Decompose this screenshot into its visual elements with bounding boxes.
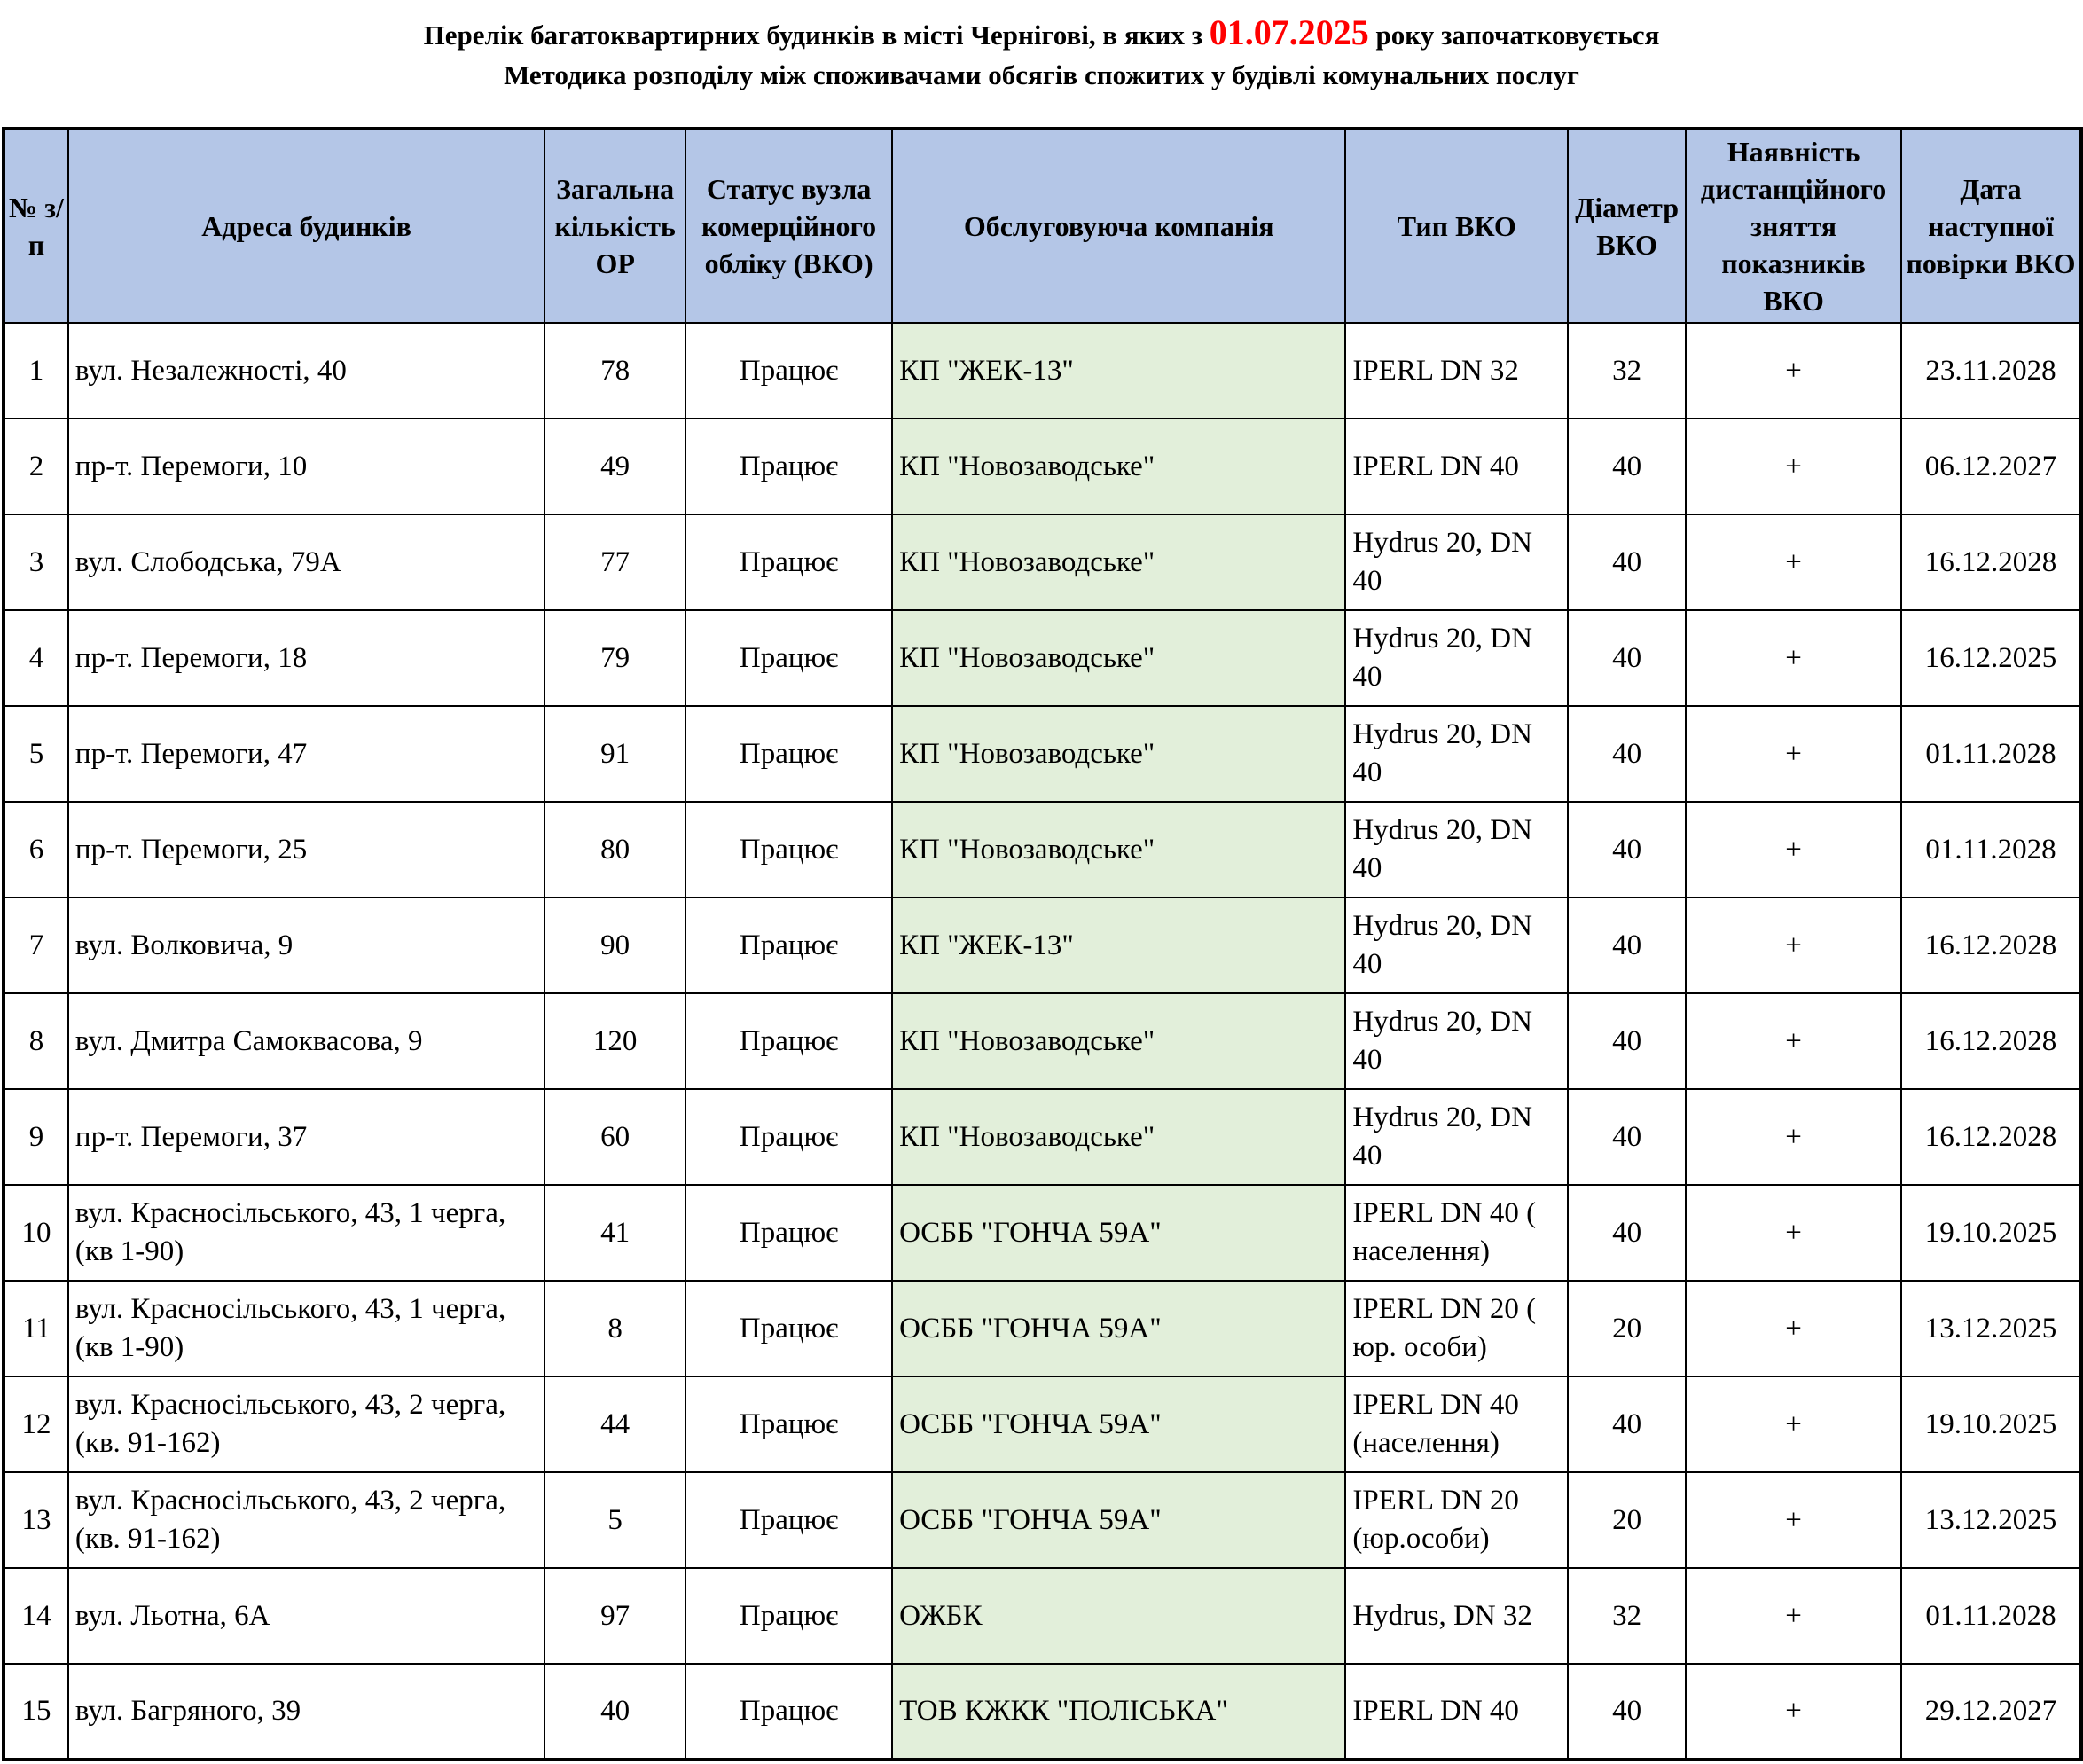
cell-meter-type: Hydrus, DN 32 — [1345, 1568, 1568, 1664]
cell-diameter: 40 — [1568, 514, 1686, 610]
table-body — [4, 323, 2081, 1760]
header-status: Статус вузла комерційного обліку (ВКО) — [685, 129, 892, 323]
cell-status: Працює — [685, 1376, 892, 1472]
cell-or-count: 97 — [544, 1568, 685, 1664]
buildings-table — [2, 127, 2083, 1761]
cell-number: 4 — [4, 610, 68, 706]
cell-company: КП "Новозаводське" — [892, 1089, 1345, 1185]
cell-number: 11 — [4, 1281, 68, 1376]
cell-number: 5 — [4, 706, 68, 802]
table-row — [4, 993, 2081, 1089]
table-row — [4, 1664, 2081, 1760]
cell-address: вул. Красносільського, 43, 1 черга, (кв 1-90) — [68, 1281, 544, 1376]
header-number: № з/п — [4, 129, 68, 323]
table-row — [4, 898, 2081, 993]
table-row — [4, 514, 2081, 610]
cell-remote-reading: + — [1686, 993, 1901, 1089]
cell-address: вул. Слободська, 79А — [68, 514, 544, 610]
cell-address: вул. Волковича, 9 — [68, 898, 544, 993]
cell-meter-type: Hydrus 20, DN 40 — [1345, 610, 1568, 706]
cell-diameter: 40 — [1568, 1185, 1686, 1281]
cell-next-check-date: 23.11.2028 — [1901, 323, 2081, 419]
title-line-2: Методика розподілу між споживачами обсягів спожитих у будівлі комунальних послуг — [504, 59, 1579, 90]
cell-number: 15 — [4, 1664, 68, 1760]
cell-number: 10 — [4, 1185, 68, 1281]
header-meter-type: Тип ВКО — [1345, 129, 1568, 323]
header-address: Адреса будинків — [68, 129, 544, 323]
cell-status: Працює — [685, 419, 892, 514]
cell-or-count: 120 — [544, 993, 685, 1089]
cell-remote-reading: + — [1686, 323, 1901, 419]
cell-address: вул. Красносільського, 43, 2 черга, (кв. 91-162) — [68, 1376, 544, 1472]
cell-number: 12 — [4, 1376, 68, 1472]
cell-meter-type: Hydrus 20, DN 40 — [1345, 802, 1568, 898]
cell-address: пр-т. Перемоги, 37 — [68, 1089, 544, 1185]
cell-meter-type: IPERL DN 20 ( юр. особи) — [1345, 1281, 1568, 1376]
cell-meter-type: IPERL DN 40 (населення) — [1345, 1376, 1568, 1472]
cell-company: ОЖБК — [892, 1568, 1345, 1664]
cell-address: пр-т. Перемоги, 47 — [68, 706, 544, 802]
cell-status: Працює — [685, 1281, 892, 1376]
cell-company: ОСББ "ГОНЧА 59А" — [892, 1472, 1345, 1568]
cell-diameter: 20 — [1568, 1281, 1686, 1376]
cell-status: Працює — [685, 1185, 892, 1281]
cell-address: пр-т. Перемоги, 25 — [68, 802, 544, 898]
table-row — [4, 802, 2081, 898]
cell-or-count: 79 — [544, 610, 685, 706]
cell-next-check-date: 01.11.2028 — [1901, 802, 2081, 898]
cell-remote-reading: + — [1686, 1568, 1901, 1664]
cell-diameter: 40 — [1568, 1664, 1686, 1760]
header-company: Обслуговуюча компанія — [892, 129, 1345, 323]
cell-or-count: 60 — [544, 1089, 685, 1185]
cell-address: вул. Льотна, 6А — [68, 1568, 544, 1664]
cell-next-check-date: 16.12.2025 — [1901, 610, 2081, 706]
cell-company: КП "Новозаводське" — [892, 514, 1345, 610]
cell-next-check-date: 29.12.2027 — [1901, 1664, 2081, 1760]
cell-company: ОСББ "ГОНЧА 59А" — [892, 1376, 1345, 1472]
cell-address: вул. Красносільського, 43, 1 черга, (кв 1-90) — [68, 1185, 544, 1281]
cell-diameter: 40 — [1568, 419, 1686, 514]
table-row — [4, 323, 2081, 419]
cell-company: КП "ЖЕК-13" — [892, 323, 1345, 419]
cell-remote-reading: + — [1686, 1185, 1901, 1281]
cell-or-count: 91 — [544, 706, 685, 802]
cell-company: ТОВ КЖКК "ПОЛІСЬКА" — [892, 1664, 1345, 1760]
cell-meter-type: Hydrus 20, DN 40 — [1345, 706, 1568, 802]
cell-remote-reading: + — [1686, 802, 1901, 898]
cell-status: Працює — [685, 1089, 892, 1185]
cell-or-count: 78 — [544, 323, 685, 419]
cell-address: вул. Незалежності, 40 — [68, 323, 544, 419]
cell-meter-type: IPERL DN 40 — [1345, 1664, 1568, 1760]
cell-or-count: 5 — [544, 1472, 685, 1568]
cell-remote-reading: + — [1686, 706, 1901, 802]
cell-next-check-date: 19.10.2025 — [1901, 1185, 2081, 1281]
cell-remote-reading: + — [1686, 1376, 1901, 1472]
cell-status: Працює — [685, 1664, 892, 1760]
table-row — [4, 706, 2081, 802]
header-next-check-date: Дата наступної повірки ВКО — [1901, 129, 2081, 323]
cell-meter-type: Hydrus 20, DN 40 — [1345, 898, 1568, 993]
cell-company: КП "Новозаводське" — [892, 419, 1345, 514]
cell-number: 6 — [4, 802, 68, 898]
cell-status: Працює — [685, 514, 892, 610]
cell-next-check-date: 19.10.2025 — [1901, 1376, 2081, 1472]
cell-status: Працює — [685, 1472, 892, 1568]
title-prefix: Перелік багатоквартирних будинків в місті Чернігові, в яких з — [423, 20, 1210, 51]
cell-company: КП "Новозаводське" — [892, 993, 1345, 1089]
cell-remote-reading: + — [1686, 1472, 1901, 1568]
cell-company: КП "ЖЕК-13" — [892, 898, 1345, 993]
cell-or-count: 49 — [544, 419, 685, 514]
cell-number: 8 — [4, 993, 68, 1089]
cell-meter-type: IPERL DN 32 — [1345, 323, 1568, 419]
cell-status: Працює — [685, 898, 892, 993]
cell-or-count: 77 — [544, 514, 685, 610]
cell-status: Працює — [685, 610, 892, 706]
cell-next-check-date: 06.12.2027 — [1901, 419, 2081, 514]
cell-next-check-date: 16.12.2028 — [1901, 993, 2081, 1089]
cell-meter-type: IPERL DN 20 (юр.особи) — [1345, 1472, 1568, 1568]
cell-next-check-date: 16.12.2028 — [1901, 1089, 2081, 1185]
cell-number: 7 — [4, 898, 68, 993]
table-row — [4, 419, 2081, 514]
header-remote-reading: Наявність дистанційного зняття показників ВКО — [1686, 129, 1901, 323]
cell-diameter: 40 — [1568, 802, 1686, 898]
cell-remote-reading: + — [1686, 1089, 1901, 1185]
cell-status: Працює — [685, 323, 892, 419]
cell-company: КП "Новозаводське" — [892, 706, 1345, 802]
cell-diameter: 40 — [1568, 1376, 1686, 1472]
cell-diameter: 32 — [1568, 1568, 1686, 1664]
table-row — [4, 1376, 2081, 1472]
title-date: 01.07.2025 — [1209, 12, 1369, 52]
cell-next-check-date: 16.12.2028 — [1901, 898, 2081, 993]
cell-diameter: 40 — [1568, 1089, 1686, 1185]
cell-company: ОСББ "ГОНЧА 59А" — [892, 1281, 1345, 1376]
cell-status: Працює — [685, 993, 892, 1089]
cell-next-check-date: 13.12.2025 — [1901, 1281, 2081, 1376]
cell-number: 3 — [4, 514, 68, 610]
cell-or-count: 40 — [544, 1664, 685, 1760]
table-row — [4, 1472, 2081, 1568]
cell-diameter: 40 — [1568, 706, 1686, 802]
cell-remote-reading: + — [1686, 1281, 1901, 1376]
table-row — [4, 1281, 2081, 1376]
cell-meter-type: Hydrus 20, DN 40 — [1345, 1089, 1568, 1185]
cell-address: вул. Дмитра Самоквасова, 9 — [68, 993, 544, 1089]
cell-or-count: 41 — [544, 1185, 685, 1281]
cell-diameter: 40 — [1568, 993, 1686, 1089]
cell-status: Працює — [685, 706, 892, 802]
cell-address: пр-т. Перемоги, 10 — [68, 419, 544, 514]
cell-meter-type: IPERL DN 40 ( населення) — [1345, 1185, 1568, 1281]
cell-meter-type: Hydrus 20, DN 40 — [1345, 993, 1568, 1089]
cell-meter-type: Hydrus 20, DN 40 — [1345, 514, 1568, 610]
cell-diameter: 32 — [1568, 323, 1686, 419]
cell-number: 14 — [4, 1568, 68, 1664]
table-row — [4, 1089, 2081, 1185]
cell-or-count: 80 — [544, 802, 685, 898]
cell-number: 13 — [4, 1472, 68, 1568]
title-suffix: року започатковується — [1368, 20, 1660, 51]
table-header-row — [4, 129, 2081, 323]
cell-next-check-date: 01.11.2028 — [1901, 706, 2081, 802]
cell-status: Працює — [685, 1568, 892, 1664]
document-title — [0, 12, 2083, 95]
cell-or-count: 90 — [544, 898, 685, 993]
cell-or-count: 44 — [544, 1376, 685, 1472]
cell-number: 1 — [4, 323, 68, 419]
cell-or-count: 8 — [544, 1281, 685, 1376]
header-diameter: Діаметр ВКО — [1568, 129, 1686, 323]
cell-remote-reading: + — [1686, 514, 1901, 610]
cell-remote-reading: + — [1686, 1664, 1901, 1760]
cell-address: вул. Багряного, 39 — [68, 1664, 544, 1760]
cell-remote-reading: + — [1686, 898, 1901, 993]
cell-status: Працює — [685, 802, 892, 898]
cell-address: пр-т. Перемоги, 18 — [68, 610, 544, 706]
cell-remote-reading: + — [1686, 419, 1901, 514]
cell-next-check-date: 01.11.2028 — [1901, 1568, 2081, 1664]
table-row — [4, 1568, 2081, 1664]
table-row — [4, 610, 2081, 706]
cell-address: вул. Красносільського, 43, 2 черга, (кв. 91-162) — [68, 1472, 544, 1568]
cell-company: КП "Новозаводське" — [892, 802, 1345, 898]
cell-number: 9 — [4, 1089, 68, 1185]
cell-diameter: 20 — [1568, 1472, 1686, 1568]
cell-company: ОСББ "ГОНЧА 59А" — [892, 1185, 1345, 1281]
title-line-1 — [0, 12, 2083, 55]
cell-next-check-date: 16.12.2028 — [1901, 514, 2081, 610]
cell-diameter: 40 — [1568, 610, 1686, 706]
cell-next-check-date: 13.12.2025 — [1901, 1472, 2081, 1568]
cell-company: КП "Новозаводське" — [892, 610, 1345, 706]
cell-number: 2 — [4, 419, 68, 514]
table-row — [4, 1185, 2081, 1281]
cell-meter-type: IPERL DN 40 — [1345, 419, 1568, 514]
header-or-count: Загальна кількість ОР — [544, 129, 685, 323]
cell-remote-reading: + — [1686, 610, 1901, 706]
cell-diameter: 40 — [1568, 898, 1686, 993]
